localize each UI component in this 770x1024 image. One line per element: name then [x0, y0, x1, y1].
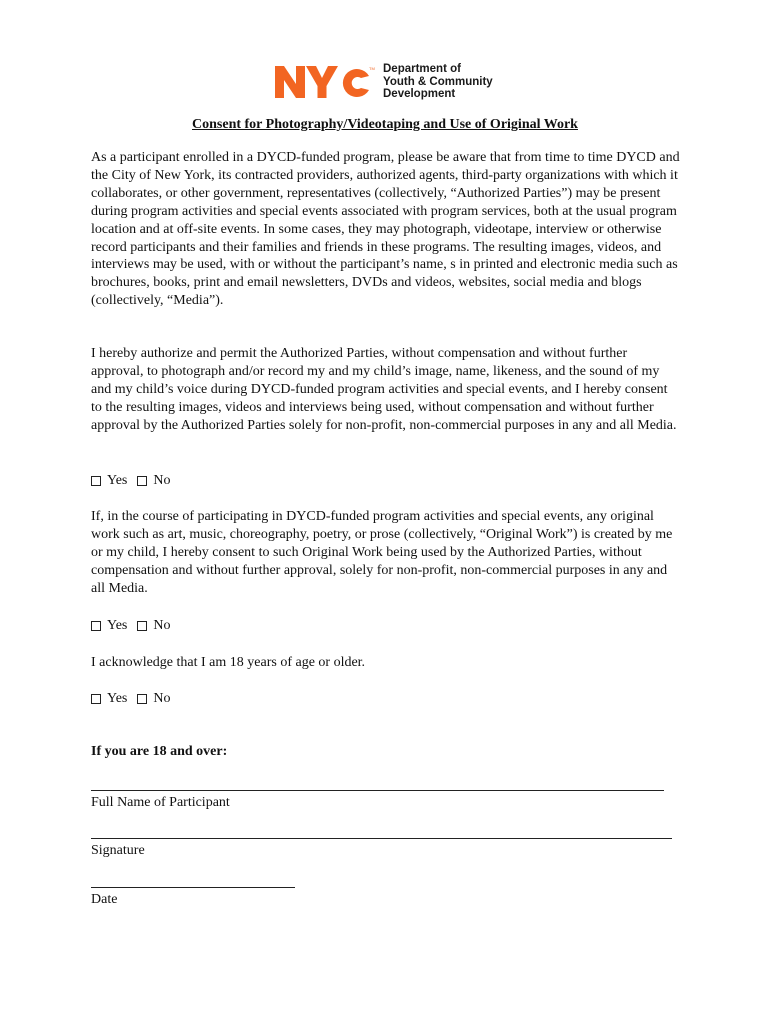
age-acknowledgement: I acknowledge that I am 18 years of age or older. — [91, 655, 366, 670]
original-work-paragraph: If, in the course of participating in DYCD-funded program activities and special events, any original work such as art, music, choreography, poetry, or prose (collectively, “Original Work”) is created by me or my child, I hereby consent to such Original Work being used by the Authorized Parties, without compensation and without further approval, solely for non-profit, non-commercial purposes in any and all Media. — [91, 509, 673, 596]
consent-photo-no[interactable] — [137, 472, 170, 489]
signature-label: Signature — [91, 843, 145, 858]
consent-work-choice — [91, 617, 181, 634]
checkbox[interactable] — [137, 694, 147, 704]
checkbox[interactable] — [137, 476, 147, 486]
checkbox[interactable] — [137, 621, 147, 631]
age-yes[interactable] — [91, 690, 127, 707]
checkbox[interactable] — [91, 476, 101, 486]
dycd-logo — [275, 60, 493, 104]
page-title: Consent for Photography/Videotaping and Use of Original Work — [192, 117, 578, 132]
age-choice — [91, 690, 181, 707]
consent-work-no[interactable] — [137, 617, 170, 634]
intro-paragraph: As a participant enrolled in a DYCD-funded program, please be aware that from time to time DYCD and the City of New York, its contracted providers, authorized agents, third-party organizations with which it collaborates, or other government, representatives (collectively, “Authorized Parties”) may be present during program activities and special events associated with program services, both at the usual program location and at off-site events. In some cases, they may photograph, videotape, interview or otherwise record participants and their families and friends in these programs. The resulting images, videos, and interviews may be used, with or without the participant’s name, s in printed and electronic media such as brochures, books, print and email newsletters, DVDs and videos, websites, social media and blogs (collectively, “Media”). — [91, 150, 680, 309]
yes-label: Yes — [107, 691, 128, 706]
checkbox[interactable] — [91, 694, 101, 704]
svg-text:TM: TM — [369, 66, 375, 71]
no-label: No — [153, 473, 171, 488]
checkbox[interactable] — [91, 621, 101, 631]
age-no[interactable] — [137, 690, 170, 707]
date-field[interactable] — [91, 887, 295, 888]
yes-label: Yes — [107, 618, 128, 633]
date-label: Date — [91, 892, 118, 907]
nyc-logo-mark — [275, 62, 375, 102]
full-name-field[interactable] — [91, 790, 664, 791]
adult-section-heading: If you are 18 and over: — [91, 744, 228, 759]
agency-name — [383, 63, 493, 101]
signature-field[interactable] — [91, 838, 672, 839]
full-name-label: Full Name of Participant — [91, 795, 230, 810]
agency-name-line-1: Department of — [383, 63, 461, 76]
consent-work-yes[interactable] — [91, 617, 127, 634]
no-label: No — [153, 691, 171, 706]
agency-name-line-3: Development — [383, 88, 456, 101]
yes-label: Yes — [107, 473, 128, 488]
no-label: No — [153, 618, 171, 633]
consent-photo-yes[interactable] — [91, 472, 127, 489]
authorization-paragraph: I hereby authorize and permit the Authorized Parties, without compensation and without further approval, to photograph and/or record my and my child’s image, name, likeness, and the sound of my and my child’s voice during DYCD-funded program activities and special events, and I hereby consent to the resulting images, videos and interviews being used, without compensation and without further approval by the Authorized Parties solely for non-profit, non-commercial purposes in any and all Media. — [91, 346, 677, 433]
agency-name-line-2: Youth & Community — [383, 75, 493, 88]
consent-photo-choice — [91, 472, 181, 489]
